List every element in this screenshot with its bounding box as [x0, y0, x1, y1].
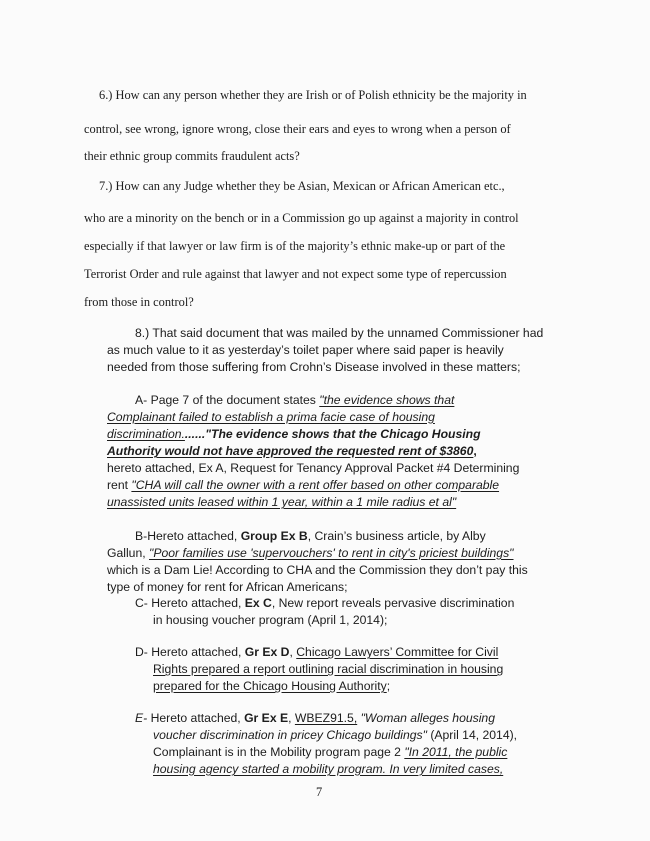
- item-a-line-4: Authority would not have approved the requested rent of $3860,: [107, 444, 477, 458]
- para-7-line-3: especially if that lawyer or law firm is of the majority’s ethnic make-up or part of the: [84, 239, 506, 253]
- item-d-line-2: Rights prepared a report outlining racial discrimination in housing: [153, 662, 504, 676]
- item-b-line-2: Gallun, "Poor families use 'supervouchers' to rent in city's priciest buildings": [107, 546, 514, 560]
- item-e-line-1: E- Hereto attached, Gr Ex E, WBEZ91.5, "Woman alleges housing: [135, 711, 495, 725]
- item-b-line-4: type of money for rent for African Americans;: [107, 580, 348, 594]
- para-7-line-2: who are a minority on the bench or in a Commission go up against a majority in control: [84, 211, 519, 225]
- para-7-line-5: from those in control?: [84, 295, 194, 309]
- item-e-line-3: Complainant is in the Mobility program page 2 "In 2011, the public: [153, 745, 508, 759]
- item-d-line-1: D- Hereto attached, Gr Ex D, Chicago Lawyers’ Committee for Civil: [135, 645, 499, 659]
- para-6-line-1: 6.) How can any person whether they are Irish or of Polish ethnicity be the majority in: [99, 88, 527, 102]
- item-a-line-2: Complainant failed to establish a prima facie case of housing: [107, 410, 435, 424]
- para-6-line-2: control, see wrong, ignore wrong, close their ears and eyes to wrong when a person of: [84, 122, 511, 136]
- item-b-line-1: B-Hereto attached, Group Ex B, Crain’s business article, by Alby: [135, 529, 486, 543]
- item-a-line-6: rent "CHA will call the owner with a rent offer based on other comparable: [107, 478, 500, 492]
- item-e-line-4: housing agency started a mobility program. In very limited cases,: [153, 762, 504, 776]
- item-a-line-7: unassisted units leased within 1 year, within a 1 mile radius et al": [107, 495, 457, 509]
- item-e-line-2: voucher discrimination in pricey Chicago buildings" (April 14, 2014),: [153, 728, 518, 742]
- item-b-line-3: which is a Dam Lie! According to CHA and the Commission they don’t pay this: [107, 563, 528, 577]
- para-8-line-1: 8.) That said document that was mailed by the unnamed Commissioner had: [135, 326, 544, 340]
- item-a-line-3: discrimination......."The evidence shows that the Chicago Housing: [107, 427, 481, 441]
- item-c-line-2: in housing voucher program (April 1, 2014);: [153, 613, 388, 627]
- item-a-line-1: A- Page 7 of the document states "the evidence shows that: [135, 393, 455, 407]
- para-6-line-3: their ethnic group commits fraudulent acts?: [84, 149, 300, 163]
- para-7-line-1: 7.) How can any Judge whether they be Asian, Mexican or African American etc.,: [99, 179, 505, 193]
- item-a-line-5: hereto attached, Ex A, Request for Tenancy Approval Packet #4 Determining: [107, 461, 520, 475]
- para-8-line-3: needed from those suffering from Crohn’s Disease involved in these matters;: [107, 360, 521, 374]
- item-c-line-1: C- Hereto attached, Ex C, New report reveals pervasive discrimination: [135, 596, 515, 610]
- page-number: 7: [316, 785, 323, 799]
- para-8-line-2: as much value to it as yesterday’s toilet paper where said paper is heavily: [107, 343, 504, 357]
- para-7-line-4: Terrorist Order and rule against that lawyer and not expect some type of repercussion: [84, 267, 507, 281]
- item-d-line-3: prepared for the Chicago Housing Authority;: [153, 679, 391, 693]
